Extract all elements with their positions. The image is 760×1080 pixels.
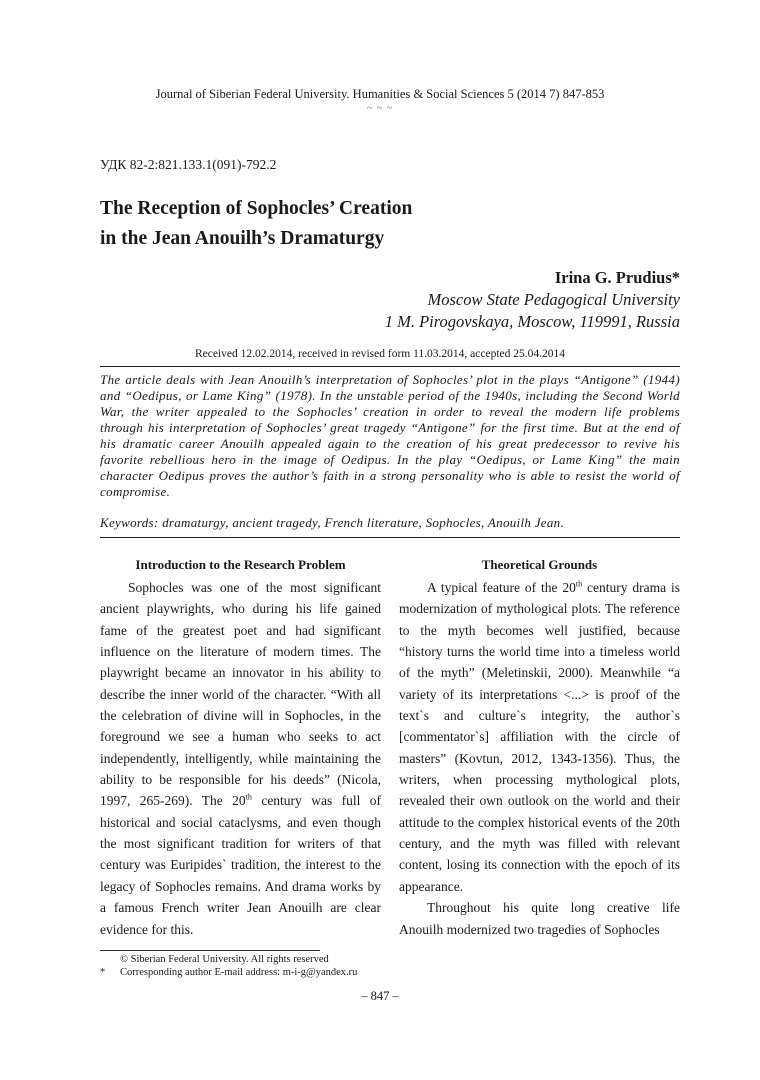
journal-header: Journal of Siberian Federal University. Humanities & Social Sciences 5 (2014 7) 847-853: [155, 87, 605, 101]
keywords: Keywords: dramaturgy, ancient tragedy, French literature, Sophocles, Anouilh Jean.: [100, 515, 565, 530]
paragraph: Throughout his quite long creative life Anouilh modernized two tragedies of Sophocles: [399, 900, 680, 937]
author-name: Irina G. Prudius*: [554, 268, 680, 287]
author-address: 1 M. Pirogovskaya, Moscow, 119991, Russia: [384, 312, 680, 331]
udk-code: УДК 82-2:821.133.1(091)-792.2: [100, 157, 277, 172]
section-heading-introduction: Introduction to the Research Problem: [135, 557, 346, 572]
article-title: [100, 194, 412, 254]
footnote-corresponding-author: [100, 967, 357, 978]
header-separator: ~ ~ ~: [366, 103, 394, 114]
abstract-top-rule: [100, 366, 680, 367]
paragraph-text: Sophocles was one of the most significant ancient playwrights, who during his life gained fame of the greatest poet and had significant influence on the literature of modern times. The playwright became an innovator in his ability to describe the inner world of the character. “With all the celebration of divine will in Sophocles, in the foreground we see a human who seeks to act independently, intelligently, while maintaining the ability to be responsible for his deeds” (Nicola, 1997, 265-269). The 20: [100, 580, 381, 809]
footnote-copyright: © Siberian Federal University. All rights reserved: [120, 954, 329, 965]
title-line-1: The Reception of Sophocles’ Creation: [100, 198, 413, 219]
corresponding-author-email[interactable]: Corresponding author E-mail address: m-i-g@yandex.ru: [120, 967, 358, 978]
page-number: – 847 –: [361, 989, 399, 1003]
superscript: th: [575, 579, 583, 589]
asterisk-marker: *: [100, 967, 106, 978]
author-affiliation: Moscow State Pedagogical University: [427, 290, 680, 309]
left-column: [100, 555, 381, 940]
paragraph: [399, 577, 680, 897]
footnote-rule: [100, 950, 320, 951]
title-line-2: in the Jean Anouilh’s Dramaturgy: [100, 228, 385, 249]
paragraph-text: century drama is modernization of mythological plots. The reference to the myth becomes well justified, because “history turns the world time into a timeless world of the myth” (Meletinskii, 2000). Meanwhile “a variety of its interpretations <...> is proof of the text`s and culture`s integrity, the author`s [commentator`s] affiliation with the circle of masters” (Kovtun, 2012, 1343-1356). Thus, the writers, when processing mythological plots, revealed their own outlook on the world and their attitude to the complex historical events of the 20th century, and the myth was filled with relevant content, losing its connection with the epoch of its appearance.: [399, 580, 680, 894]
section-heading-theoretical-grounds: Theoretical Grounds: [481, 557, 598, 572]
received-dates: Received 12.02.2014, received in revised form 11.03.2014, accepted 25.04.2014: [194, 348, 566, 360]
paragraph: [100, 577, 381, 940]
abstract: The article deals with Jean Anouilh’s interpretation of Sophocles’ plot in the plays “Antigone” (1944) and “Oedipus, or Lame King” (1978). In the unstable period of the 1940s, including the Second World War, the writer appealed to the Sophocles’ creation in order to reveal the modern life problems through his interpretation of Sophocles’ great tragedy “Antigone” for the first time. But at the end of his dramatic career Anouilh appealed again to the creation of his great predecessor to revive his favorite rebellious hero in the image of Oedipus. In the play “Oedipus, or Lame King” the main character Oedipus proves the author’s faith in a strong personality who is able to resist the world of compromise.: [100, 372, 680, 499]
paragraph-text: A typical feature of the 20: [427, 580, 576, 595]
abstract-bottom-rule: [100, 537, 680, 538]
right-column: [399, 555, 680, 940]
author-block: [385, 267, 680, 333]
paragraph-text: century was full of historical and social cataclysms, and even though the most significant tradition for writers of that century was Euripides` tradition, the interest to the legacy of Sophocles remains. And drama works by a famous French writer Jean Anouilh are clear evidence for this.: [100, 793, 381, 937]
superscript: th: [245, 792, 252, 802]
